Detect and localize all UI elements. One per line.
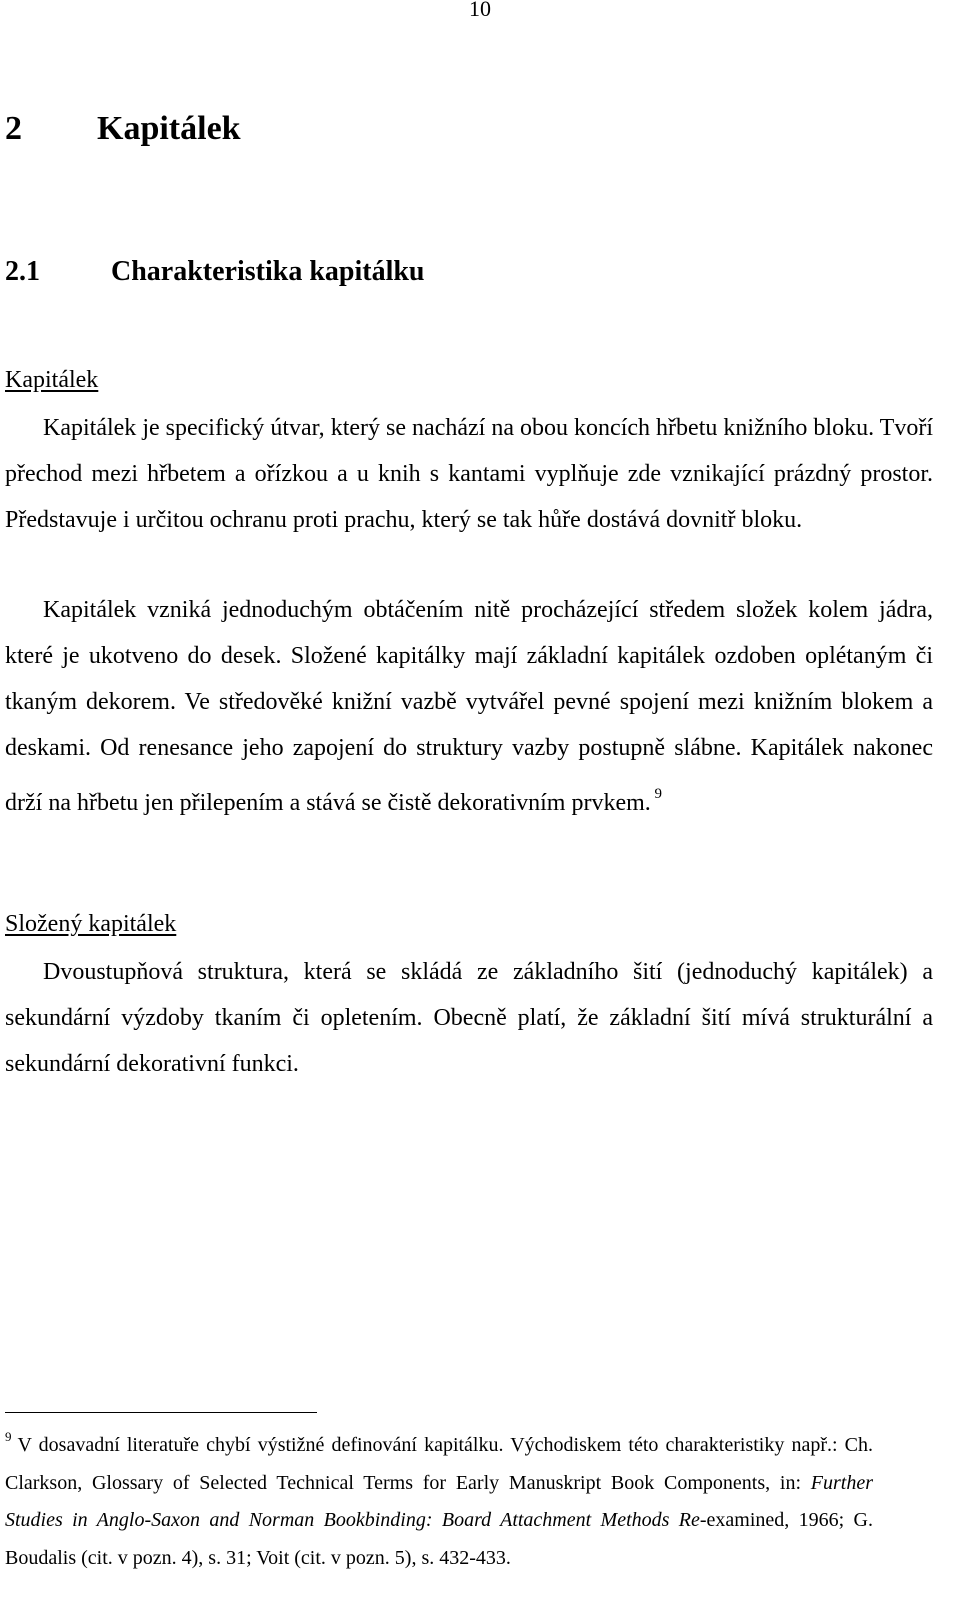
footnote-text-1: V dosavadní literatuře chybí výstižné definování kapitálku. Východiskem této charakteristiky např.: Ch. Clarkson, Glossary of Selected Technical Terms for Early Manuskript Book Components, in: [5,1434,873,1494]
paragraph-construction [5,587,933,826]
footnote-cited-title: Further Studies in Anglo-Saxon and Norman Bookbinding: Board Attachment Methods Re [5,1471,873,1531]
subsection-heading-kapitalek: Kapitálek [5,367,99,393]
section-number: 2.1 [5,256,40,287]
chapter-heading [5,110,241,148]
paragraph-definition-text: Kapitálek je specifický útvar, který se nachází na obou koncích hřbetu knižního bloku. Tvoří přechod mezi hřbetem a ořízkou a u knih s kantami vyplňuje zde vznikající prázdný prostor. Představuje i určitou ochranu proti prachu, který se tak hůře dostává dovnitř bloku. [5,415,933,533]
page-number: 10 [469,0,491,21]
footnote-reference[interactable]: 9 [654,786,663,802]
section-heading [5,256,425,288]
paragraph-slozeny-text: Dvoustupňová struktura, která se skládá ze základního šití (jednoduchý kapitálek) a sekundární výzdoby tkaním či opletením. Obecně platí, že základní šití mívá strukturální a sekundární dekorativní funkci. [5,959,933,1077]
subsection-heading-slozeny: Složený kapitálek [5,911,177,937]
paragraph-slozeny [5,949,933,1087]
footnote [5,1418,873,1577]
paragraph-construction-text: Kapitálek vzniká jednoduchým obtáčením nitě procházející středem složek kolem jádra, které je ukotveno do desek. Složené kapitálky mají základní kapitálek ozdoben oplétaným či tkaným dekorem. Ve středověké knižní vazbě vytvářel pevné spojení mezi knižním blokem a deskami. Od renesance jeho zapojení do struktury vazby postupně slábne. Kapitálek nakonec drží na hřbetu jen přilepením a stává se čistě dekorativním prvkem. [5,597,933,816]
chapter-title: Kapitálek [97,110,241,147]
paragraph-definition [5,405,933,543]
section-title: Charakteristika kapitálku [111,256,425,287]
footnote-text-2: -examined, 1966; G. Boudalis (cit. v pozn. 4), s. 31; Voit (cit. v pozn. 5), s. 432-433. [5,1509,873,1569]
chapter-number: 2 [5,110,22,147]
footnote-separator [5,1412,317,1413]
footnote-marker: 9 [5,1429,12,1444]
